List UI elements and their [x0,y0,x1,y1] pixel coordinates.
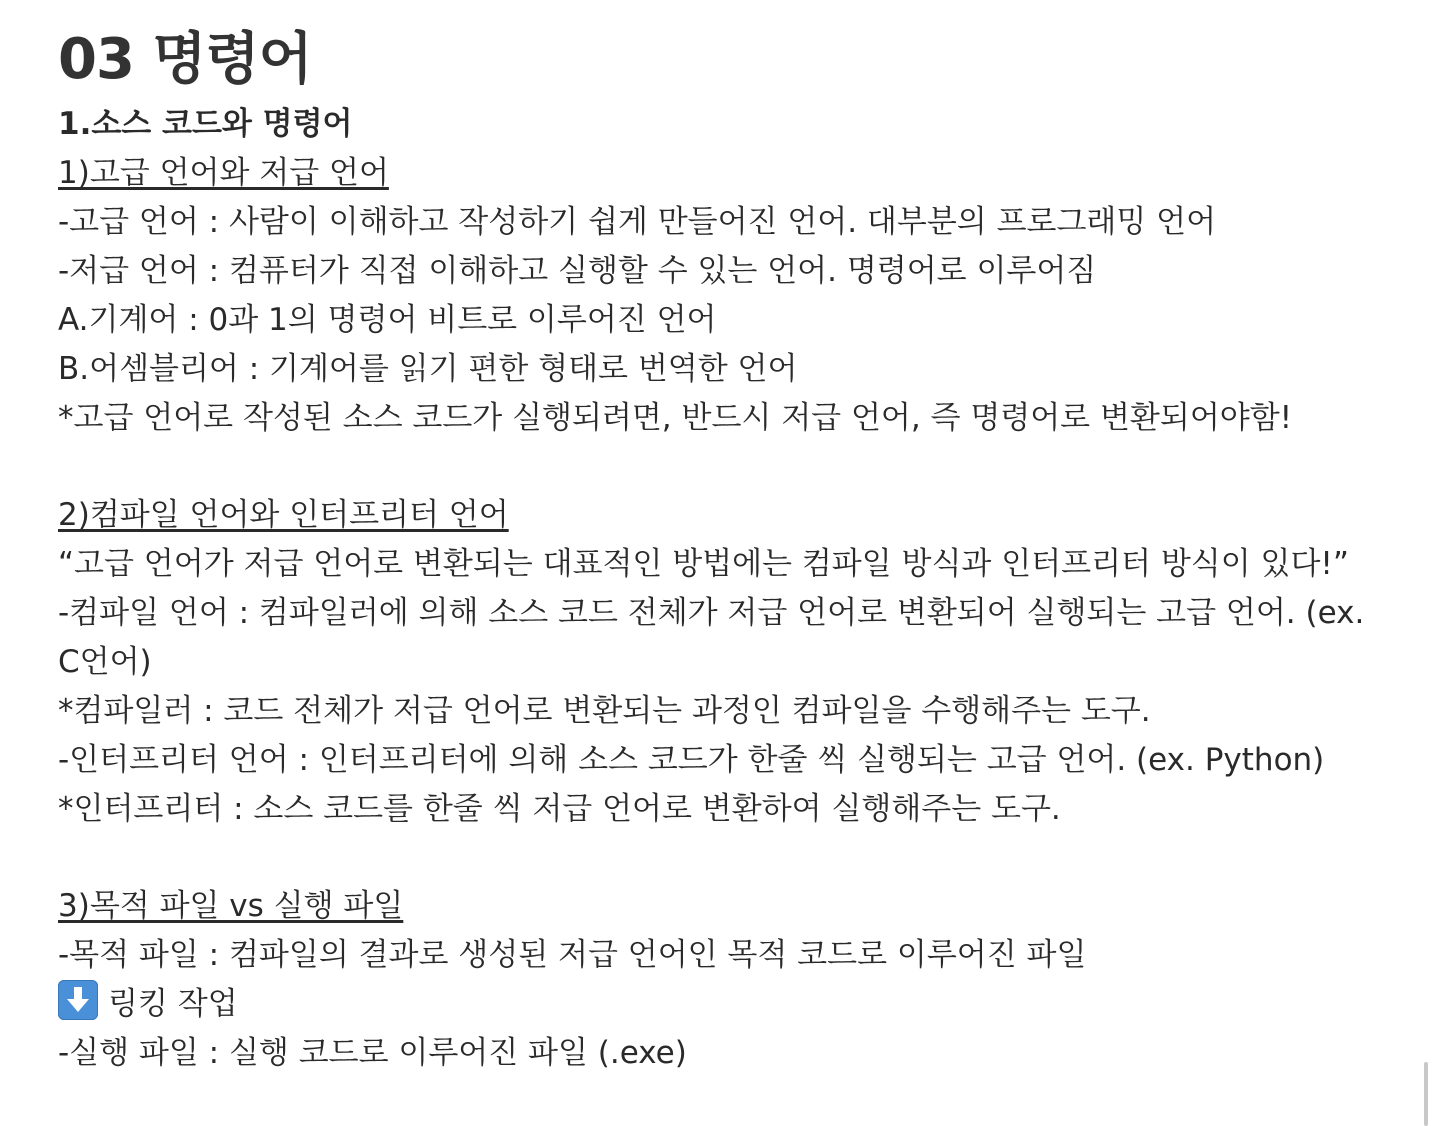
text-line: -고급 언어 : 사람이 이해하고 작성하기 쉽게 만들어진 언어. 대부분의 프로그래밍 언어 [58,204,1217,240]
text-line: -실행 파일 : 실행 코드로 이루어진 파일 (.exe) [58,1035,687,1071]
page-title: 03 명령어 [58,27,312,92]
empty-line [58,443,1358,491]
subsection-heading-2: 2)컴파일 언어와 인터프리터 언어 [58,497,509,533]
linking-line [58,980,1358,1029]
document-body [58,20,1365,1078]
text-line: -목적 파일 : 컴파일의 결과로 생성된 저급 언어인 목적 코드로 이루어진 파일 [58,937,1087,973]
text-line: *인터프리터 : 소스 코드를 한줄 씩 저급 언어로 변환하여 실행해주는 도구. [58,791,1061,827]
text-line: -인터프리터 언어 : 인터프리터에 의해 소스 코드가 한줄 씩 실행되는 고급 언어. (ex. Python) [58,742,1325,778]
text-line: B.어셈블리어 : 기계어를 읽기 편한 형태로 번역한 언어 [58,351,798,387]
vertical-scrollbar[interactable] [1424,1062,1428,1126]
text-line: -저급 언어 : 컴퓨터가 직접 이해하고 실행할 수 있는 언어. 명령어로 이루어짐 [58,253,1097,289]
text-line: *컴파일러 : 코드 전체가 저급 언어로 변환되는 과정인 컴파일을 수행해주는 도구. [58,693,1151,729]
text-line: A.기계어 : 0과 1의 명령어 비트로 이루어진 언어 [58,302,717,338]
subsection-heading-3: 3)목적 파일 vs 실행 파일 [58,888,404,924]
subsection-heading-1: 1)고급 언어와 저급 언어 [58,155,389,191]
section-heading: 1.소스 코드와 명령어 [58,106,353,142]
text-line: -컴파일 언어 : 컴파일러에 의해 소스 코드 전체가 저급 언어로 변환되어 실행되는 고급 언어. (ex. [58,595,1365,631]
down-arrow-icon [58,980,98,1020]
text-line: C언어) [58,644,152,680]
text-line: “고급 언어가 저급 언어로 변환되는 대표적인 방법에는 컴파일 방식과 인터프리터 방식이 있다!” [58,546,1349,582]
linking-label: 링킹 작업 [108,986,238,1022]
empty-line [58,834,1358,882]
text-line: *고급 언어로 작성된 소스 코드가 실행되려면, 반드시 저급 언어, 즉 명령어로 변환되어야함! [58,400,1293,436]
